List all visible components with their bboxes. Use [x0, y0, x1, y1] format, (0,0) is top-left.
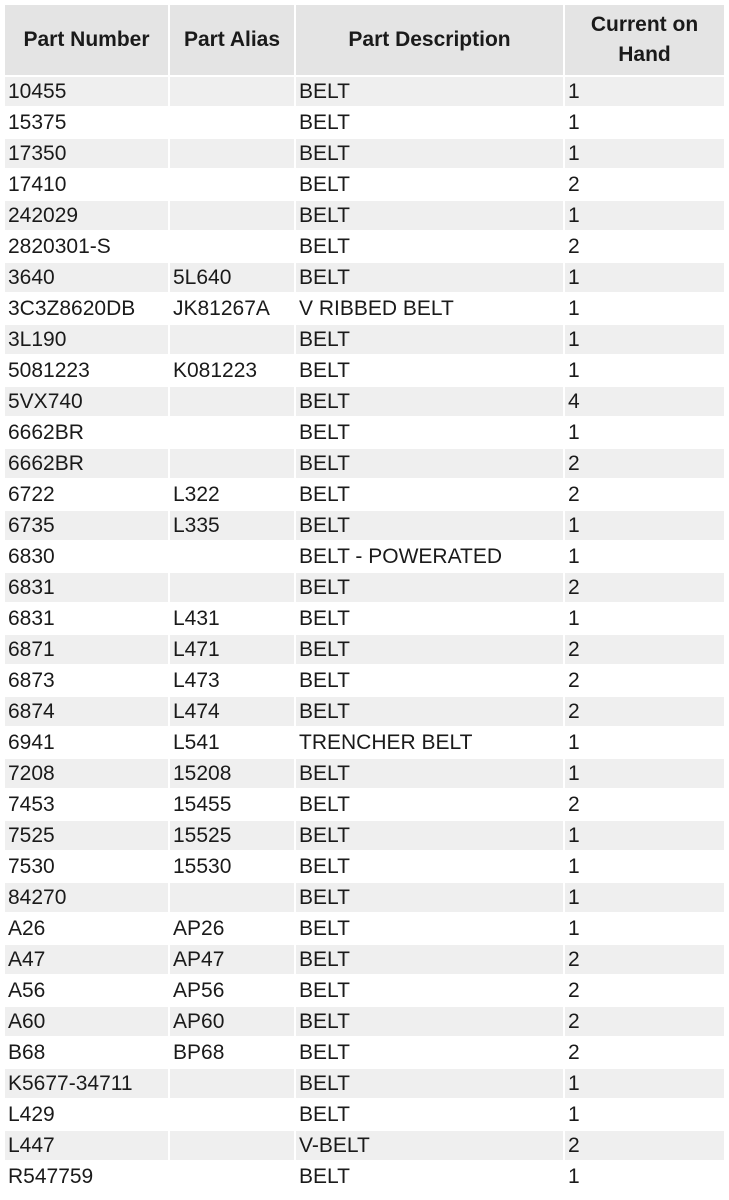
- table-row: [5, 604, 724, 633]
- table-row: [5, 356, 724, 385]
- cell-part-alias: JK81267A: [170, 294, 294, 323]
- cell-part-alias: [170, 387, 294, 416]
- cell-current-on-hand: 1: [565, 263, 724, 292]
- table-row: [5, 635, 724, 664]
- cell-part-description: BELT: [296, 325, 563, 354]
- cell-current-on-hand: 2: [565, 697, 724, 726]
- cell-current-on-hand: 2: [565, 480, 724, 509]
- table-row: [5, 1131, 724, 1160]
- cell-part-alias: [170, 573, 294, 602]
- cell-part-description: BELT: [296, 170, 563, 199]
- cell-part-alias: L473: [170, 666, 294, 695]
- cell-part-alias: 15530: [170, 852, 294, 881]
- table-row: [5, 1100, 724, 1129]
- cell-current-on-hand: 1: [565, 356, 724, 385]
- table-body: [5, 77, 724, 1191]
- cell-part-number: 7525: [5, 821, 168, 850]
- table-row: [5, 697, 724, 726]
- cell-part-description: BELT: [296, 356, 563, 385]
- cell-part-number: 6941: [5, 728, 168, 757]
- cell-part-description: BELT: [296, 1038, 563, 1067]
- cell-current-on-hand: 1: [565, 325, 724, 354]
- table-row: [5, 821, 724, 850]
- cell-part-number: 6831: [5, 573, 168, 602]
- cell-part-number: 2820301-S: [5, 232, 168, 261]
- cell-part-number: 84270: [5, 883, 168, 912]
- cell-part-description: BELT: [296, 480, 563, 509]
- cell-part-description: BELT: [296, 976, 563, 1005]
- cell-current-on-hand: 2: [565, 449, 724, 478]
- cell-part-number: 10455: [5, 77, 168, 106]
- cell-part-number: 7530: [5, 852, 168, 881]
- table-row: [5, 976, 724, 1005]
- cell-part-description: BELT: [296, 573, 563, 602]
- table-row: [5, 573, 724, 602]
- cell-part-alias: L322: [170, 480, 294, 509]
- cell-part-description: BELT: [296, 108, 563, 137]
- cell-part-number: L447: [5, 1131, 168, 1160]
- cell-current-on-hand: 1: [565, 728, 724, 757]
- cell-current-on-hand: 1: [565, 1162, 724, 1191]
- cell-part-alias: L335: [170, 511, 294, 540]
- cell-part-description: V-BELT: [296, 1131, 563, 1160]
- cell-current-on-hand: 2: [565, 1131, 724, 1160]
- cell-current-on-hand: 1: [565, 201, 724, 230]
- cell-part-number: 17350: [5, 139, 168, 168]
- cell-current-on-hand: 1: [565, 852, 724, 881]
- cell-current-on-hand: 1: [565, 1069, 724, 1098]
- cell-part-description: BELT: [296, 821, 563, 850]
- cell-part-description: BELT: [296, 1007, 563, 1036]
- cell-part-number: 3C3Z8620DB: [5, 294, 168, 323]
- table-row: [5, 325, 724, 354]
- cell-current-on-hand: 2: [565, 1038, 724, 1067]
- cell-current-on-hand: 1: [565, 511, 724, 540]
- table-row: [5, 232, 724, 261]
- cell-part-number: 15375: [5, 108, 168, 137]
- cell-part-alias: [170, 1069, 294, 1098]
- table-row: [5, 480, 724, 509]
- cell-part-number: 3640: [5, 263, 168, 292]
- cell-part-description: BELT: [296, 418, 563, 447]
- table-row: [5, 790, 724, 819]
- parts-table: [3, 3, 726, 1193]
- cell-part-number: 7208: [5, 759, 168, 788]
- cell-part-number: 6831: [5, 604, 168, 633]
- cell-part-alias: AP56: [170, 976, 294, 1005]
- cell-part-number: 6662BR: [5, 418, 168, 447]
- cell-part-alias: [170, 1131, 294, 1160]
- cell-current-on-hand: 2: [565, 666, 724, 695]
- cell-part-description: BELT: [296, 635, 563, 664]
- cell-part-description: BELT: [296, 604, 563, 633]
- table-row: [5, 294, 724, 323]
- table-row: [5, 1007, 724, 1036]
- cell-part-number: A26: [5, 914, 168, 943]
- cell-part-alias: BP68: [170, 1038, 294, 1067]
- cell-part-alias: [170, 418, 294, 447]
- table-row: [5, 666, 724, 695]
- header-row: [5, 5, 724, 75]
- header-part-description[interactable]: Part Description: [296, 5, 563, 75]
- cell-part-number: A60: [5, 1007, 168, 1036]
- cell-part-description: BELT: [296, 263, 563, 292]
- cell-part-description: BELT: [296, 790, 563, 819]
- cell-part-alias: 15455: [170, 790, 294, 819]
- cell-current-on-hand: 1: [565, 418, 724, 447]
- table-row: [5, 852, 724, 881]
- cell-part-description: BELT: [296, 852, 563, 881]
- cell-part-description: BELT: [296, 883, 563, 912]
- cell-part-description: BELT: [296, 666, 563, 695]
- cell-part-description: BELT: [296, 759, 563, 788]
- cell-current-on-hand: 1: [565, 604, 724, 633]
- cell-current-on-hand: 2: [565, 573, 724, 602]
- cell-current-on-hand: 2: [565, 976, 724, 1005]
- cell-part-description: TRENCHER BELT: [296, 728, 563, 757]
- table-row: [5, 1038, 724, 1067]
- cell-part-alias: [170, 883, 294, 912]
- cell-part-number: 242029: [5, 201, 168, 230]
- cell-part-alias: L431: [170, 604, 294, 633]
- cell-current-on-hand: 2: [565, 232, 724, 261]
- cell-part-number: B68: [5, 1038, 168, 1067]
- cell-part-alias: AP26: [170, 914, 294, 943]
- cell-part-description: BELT: [296, 697, 563, 726]
- table-row: [5, 170, 724, 199]
- table-row: [5, 511, 724, 540]
- cell-part-description: BELT - POWERATED: [296, 542, 563, 571]
- cell-part-alias: 15525: [170, 821, 294, 850]
- cell-part-number: 6873: [5, 666, 168, 695]
- cell-part-alias: 5L640: [170, 263, 294, 292]
- cell-part-alias: 15208: [170, 759, 294, 788]
- table-row: [5, 914, 724, 943]
- cell-part-number: 3L190: [5, 325, 168, 354]
- cell-part-number: 5081223: [5, 356, 168, 385]
- table-row: [5, 1162, 724, 1191]
- cell-part-number: A56: [5, 976, 168, 1005]
- cell-current-on-hand: 1: [565, 139, 724, 168]
- cell-current-on-hand: 2: [565, 790, 724, 819]
- cell-current-on-hand: 1: [565, 294, 724, 323]
- cell-part-description: V RIBBED BELT: [296, 294, 563, 323]
- cell-part-description: BELT: [296, 914, 563, 943]
- cell-part-number: 7453: [5, 790, 168, 819]
- cell-part-number: A47: [5, 945, 168, 974]
- cell-current-on-hand: 4: [565, 387, 724, 416]
- cell-part-number: R547759: [5, 1162, 168, 1191]
- table-row: [5, 108, 724, 137]
- cell-part-number: 6735: [5, 511, 168, 540]
- cell-part-number: L429: [5, 1100, 168, 1129]
- header-part-number[interactable]: Part Number: [5, 5, 168, 75]
- table-row: [5, 449, 724, 478]
- cell-current-on-hand: 1: [565, 108, 724, 137]
- cell-part-alias: [170, 449, 294, 478]
- cell-current-on-hand: 1: [565, 1100, 724, 1129]
- cell-part-alias: L541: [170, 728, 294, 757]
- cell-part-alias: [170, 1162, 294, 1191]
- cell-part-description: BELT: [296, 77, 563, 106]
- table-header: [5, 5, 724, 75]
- cell-part-number: K5677-34711: [5, 1069, 168, 1098]
- cell-part-alias: [170, 139, 294, 168]
- table-row: [5, 418, 724, 447]
- cell-part-alias: K081223: [170, 356, 294, 385]
- cell-current-on-hand: 1: [565, 883, 724, 912]
- cell-current-on-hand: 2: [565, 1007, 724, 1036]
- cell-part-description: BELT: [296, 139, 563, 168]
- table-row: [5, 759, 724, 788]
- cell-current-on-hand: 2: [565, 945, 724, 974]
- table-row: [5, 387, 724, 416]
- cell-part-description: BELT: [296, 387, 563, 416]
- cell-part-alias: [170, 170, 294, 199]
- cell-part-alias: [170, 77, 294, 106]
- cell-current-on-hand: 1: [565, 77, 724, 106]
- cell-part-number: 6830: [5, 542, 168, 571]
- cell-part-number: 5VX740: [5, 387, 168, 416]
- cell-part-description: BELT: [296, 1162, 563, 1191]
- table-row: [5, 139, 724, 168]
- cell-part-alias: L474: [170, 697, 294, 726]
- table-row: [5, 77, 724, 106]
- cell-part-alias: AP60: [170, 1007, 294, 1036]
- cell-current-on-hand: 2: [565, 170, 724, 199]
- cell-current-on-hand: 1: [565, 914, 724, 943]
- cell-part-alias: AP47: [170, 945, 294, 974]
- table-row: [5, 201, 724, 230]
- cell-part-description: BELT: [296, 511, 563, 540]
- table-row: [5, 542, 724, 571]
- table-row: [5, 728, 724, 757]
- cell-part-number: 17410: [5, 170, 168, 199]
- cell-part-alias: [170, 201, 294, 230]
- cell-part-description: BELT: [296, 232, 563, 261]
- cell-part-description: BELT: [296, 945, 563, 974]
- cell-part-number: 6722: [5, 480, 168, 509]
- cell-part-description: BELT: [296, 449, 563, 478]
- cell-part-description: BELT: [296, 1100, 563, 1129]
- cell-part-number: 6871: [5, 635, 168, 664]
- table-row: [5, 945, 724, 974]
- table-row: [5, 883, 724, 912]
- header-current-on-hand[interactable]: Current on Hand: [565, 5, 724, 75]
- cell-part-number: 6662BR: [5, 449, 168, 478]
- cell-current-on-hand: 1: [565, 542, 724, 571]
- header-part-alias[interactable]: Part Alias: [170, 5, 294, 75]
- cell-part-alias: [170, 1100, 294, 1129]
- cell-part-alias: [170, 325, 294, 354]
- cell-part-description: BELT: [296, 1069, 563, 1098]
- cell-current-on-hand: 1: [565, 759, 724, 788]
- cell-part-alias: [170, 108, 294, 137]
- cell-current-on-hand: 2: [565, 635, 724, 664]
- cell-part-alias: [170, 232, 294, 261]
- table-row: [5, 263, 724, 292]
- cell-part-alias: [170, 542, 294, 571]
- cell-current-on-hand: 1: [565, 821, 724, 850]
- cell-part-description: BELT: [296, 201, 563, 230]
- table-row: [5, 1069, 724, 1098]
- cell-part-number: 6874: [5, 697, 168, 726]
- cell-part-alias: L471: [170, 635, 294, 664]
